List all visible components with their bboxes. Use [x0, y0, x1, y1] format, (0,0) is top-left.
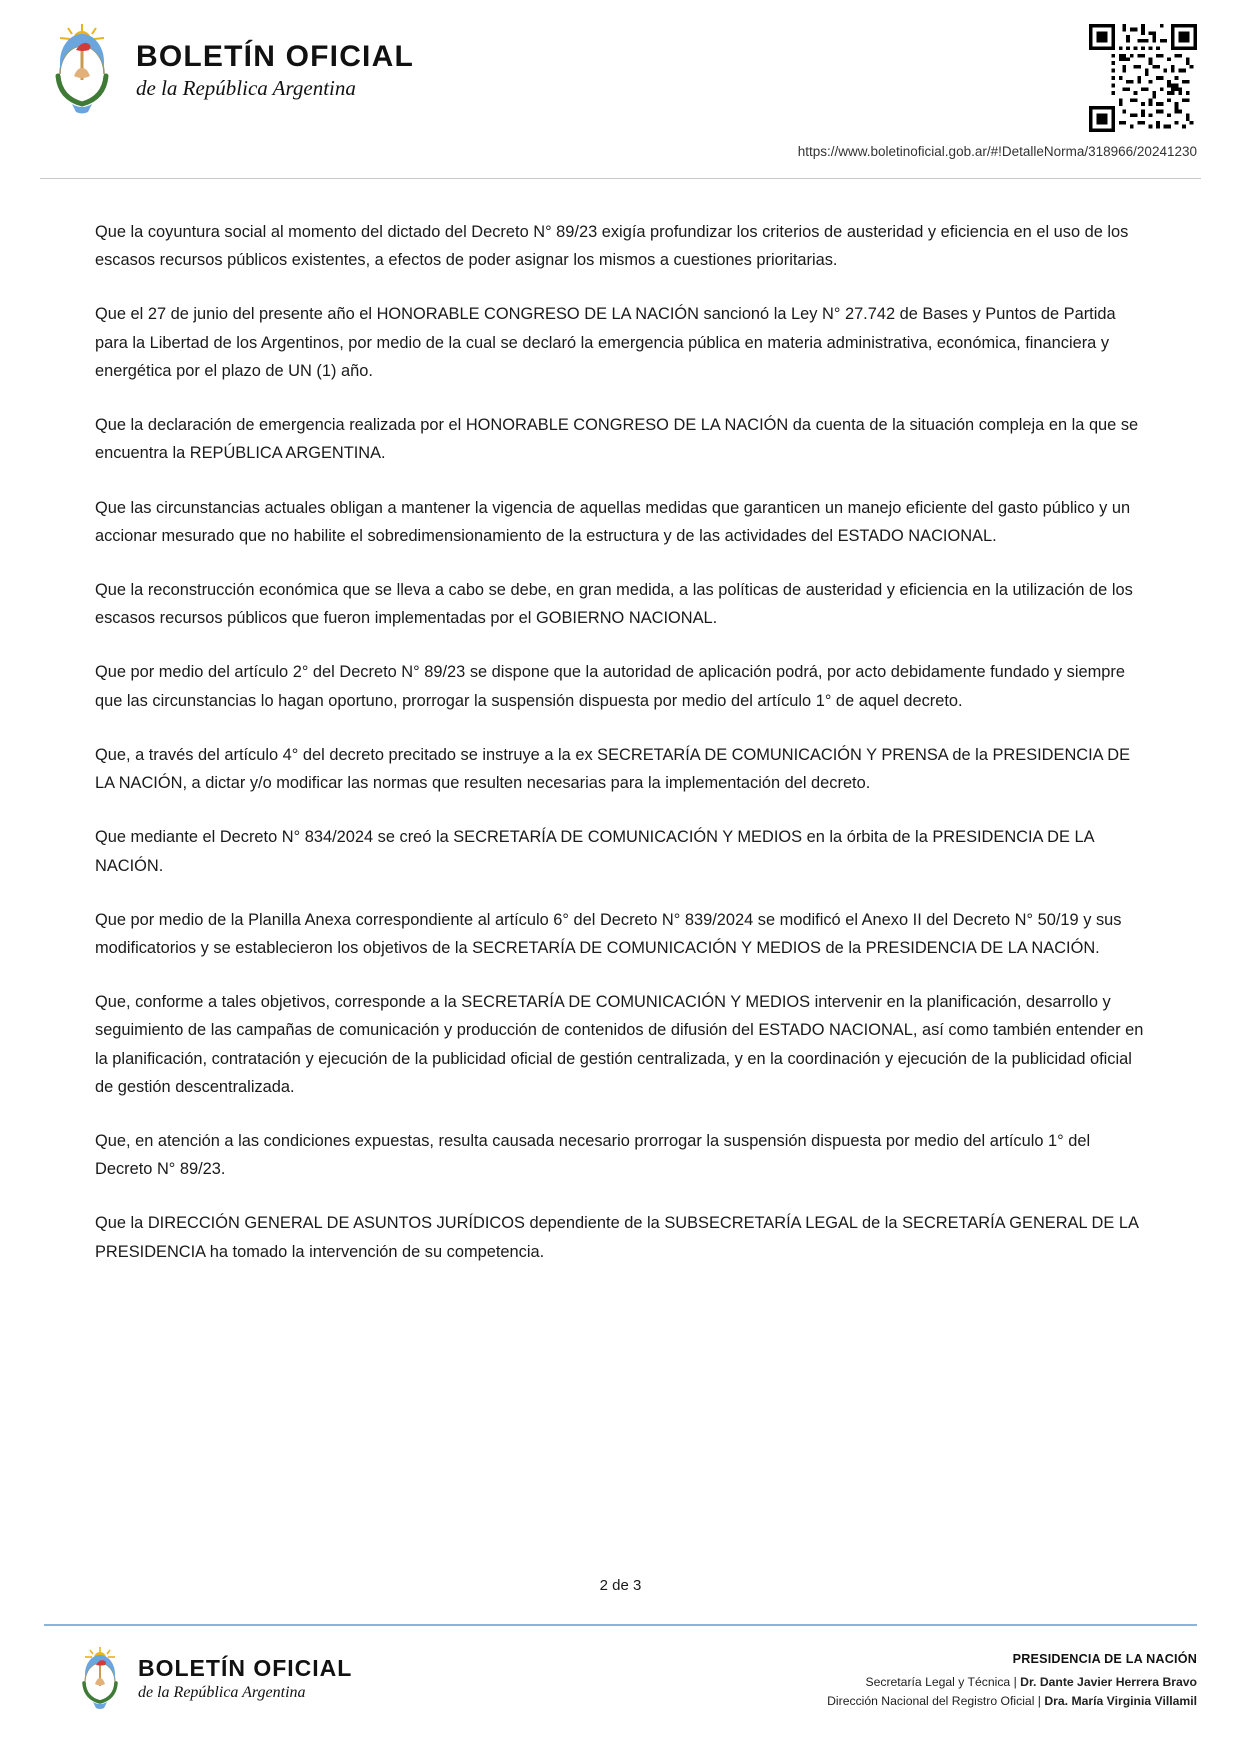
footer-authority-1-separator: |	[1013, 1675, 1017, 1689]
brand-text	[136, 39, 414, 100]
footer-presidency-label: PRESIDENCIA DE LA NACIÓN	[1012, 1652, 1197, 1666]
qr-code-icon	[1089, 24, 1197, 132]
paragraph: Que la DIRECCIÓN GENERAL DE ASUNTOS JURÍDICOS dependiente de la SUBSECRETARÍA LEGAL de la SECRETARÍA GENERAL DE LA PRESIDENCIA ha tomado la intervención de su competencia.	[95, 1214, 1139, 1261]
argentina-coat-of-arms-icon	[74, 1646, 126, 1712]
paragraph: Que la coyuntura social al momento del dictado del Decreto N° 89/23 exigía profundizar los criterios de austeridad y eficiencia en el uso de los escasos recursos públicos existentes, a efectos de poder asignar los mismos a cuestiones prioritarias.	[95, 223, 1129, 270]
footer-authorities	[827, 1646, 1197, 1713]
paragraph: Que, conforme a tales objetivos, corresponde a la SECRETARÍA DE COMUNICACIÓN Y MEDIOS intervenir en la planificación, desarrollo y seguimiento de las campañas de comunicación y producción de contenidos de difusión del ESTADO NACIONAL, así como también entender en la planificación, contratación y ejecución de la publicidad oficial de gestión centralizada, y en la coordinación y ejecución de la publicidad oficial de gestión descentralizada.	[95, 993, 1144, 1096]
document-body	[95, 218, 1146, 1292]
footer-divider	[44, 1624, 1197, 1626]
paragraph: Que las circunstancias actuales obligan a mantener la vigencia de aquellas medidas que garanticen un manejo eficiente del gasto público y un accionar mesurado que no habilite el sobredimensionamiento de la estructura y de las actividades del ESTADO NACIONAL.	[95, 498, 1131, 545]
footer-authority-1-role: Secretaría Legal y Técnica	[865, 1675, 1011, 1689]
footer-brand-title: BOLETÍN OFICIAL	[138, 1655, 353, 1681]
brand-title: BOLETÍN OFICIAL	[136, 39, 414, 73]
paragraph: Que, a través del artículo 4° del decreto precitado se instruye a la ex SECRETARÍA DE COMUNICACIÓN Y PRENSA de la PRESIDENCIA DE LA NACIÓN, a dictar y/o modificar las normas que resulten necesarias para la implementación del decreto.	[95, 745, 1131, 793]
page-footer	[44, 1646, 1197, 1736]
footer-authority-line-2	[827, 1694, 1197, 1708]
footer-brand-text	[138, 1657, 352, 1701]
footer-authority-2-name: Dra. María Virginia Villamil	[1044, 1694, 1197, 1708]
paragraph: Que el 27 de junio del presente año el HONORABLE CONGRESO DE LA NACIÓN sancionó la Ley N° 27.742 de Bases y Puntos de Partida para la Libertad de los Argentinos, por medio de la cual se declaró la emergencia pública en materia administrativa, económica, financiera y energética por el plazo de UN (1) año.	[95, 305, 1116, 380]
paragraph: Que por medio de la Planilla Anexa correspondiente al artículo 6° del Decreto N° 839/2024 se modificó el Anexo II del Decreto N° 50/19 y sus modificatorios y se establecieron los objetivos de la SECRETARÍA DE COMUNICACIÓN Y MEDIOS de la PRESIDENCIA DE LA NACIÓN.	[95, 910, 1122, 957]
paragraph: Que la reconstrucción económica que se lleva a cabo se debe, en gran medida, a las políticas de austeridad y eficiencia en la utilización de los escasos recursos públicos que fueron implementadas por el GOBIERNO NACIONAL.	[95, 580, 1133, 628]
paragraph: Que, en atención a las condiciones expuestas, resulta causada necesario prorrogar la suspensión dispuesta por medio del artículo 1° del Decreto N° 89/23.	[95, 1132, 1091, 1179]
footer-authority-1-name: Dr. Dante Javier Herrera Bravo	[1020, 1675, 1197, 1689]
footer-brand-block	[44, 1646, 352, 1712]
page-number: 2 de 3	[599, 1577, 642, 1594]
paragraph: Que mediante el Decreto N° 834/2024 se creó la SECRETARÍA DE COMUNICACIÓN Y MEDIOS en la órbita de la PRESIDENCIA DE LA NACIÓN.	[95, 828, 1094, 875]
footer-brand-subtitle: de la República Argentina	[138, 1684, 306, 1701]
argentina-coat-of-arms-icon	[44, 22, 120, 118]
brand-block	[44, 22, 1197, 118]
header-divider	[40, 178, 1201, 179]
page-header	[0, 0, 1241, 160]
footer-authority-2-role: Dirección Nacional del Registro Oficial	[827, 1694, 1035, 1708]
paragraph: Que por medio del artículo 2° del Decreto N° 89/23 se dispone que la autoridad de aplicación podrá, por acto debidamente fundado y siempre que las circunstancias lo hagan oportuno, prorrogar la suspensión dispuesta por medio del artículo 1° de aquel decreto.	[95, 663, 1125, 710]
paragraph: Que la declaración de emergencia realizada por el HONORABLE CONGRESO DE LA NACIÓN da cuenta de la situación compleja en la que se encuentra la REPÚBLICA ARGENTINA.	[95, 416, 1139, 463]
document-url[interactable]: https://www.boletinoficial.gob.ar/#!DetalleNorma/318966/20241230	[797, 144, 1197, 159]
footer-authority-line-1	[827, 1675, 1197, 1689]
footer-authority-2-separator: |	[1037, 1694, 1041, 1708]
brand-subtitle: de la República Argentina	[136, 75, 356, 100]
